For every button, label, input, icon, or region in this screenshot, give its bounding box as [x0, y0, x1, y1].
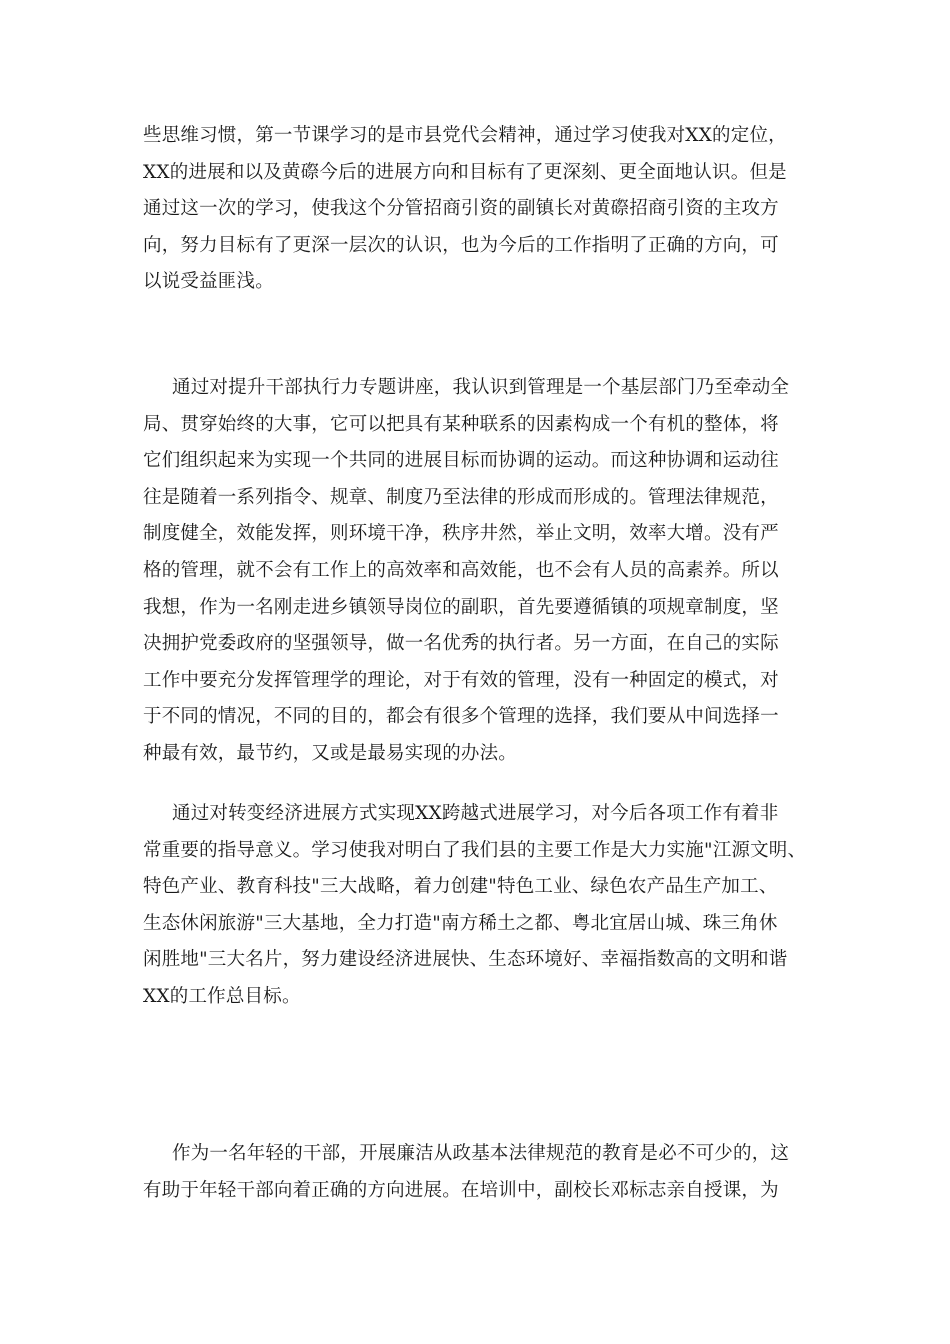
- text-line: 有助于年轻干部向着正确的方向进展。在培训中，副校长邓标志亲自授课，为: [143, 1179, 779, 1201]
- text-line: 局、贯穿始终的大事，它可以把具有某种联系的因素构成一个有机的整体，将: [143, 413, 779, 435]
- text-line: 我想，作为一名刚走进乡镇领导岗位的副职，首先要遵循镇的项规章制度，坚: [143, 596, 779, 618]
- text-line: 格的管理，就不会有工作上的高效率和高效能，也不会有人员的高素养。所以: [143, 559, 779, 581]
- text-line: 向，努力目标有了更深一层次的认识，也为今后的工作指明了正确的方向，可: [143, 234, 779, 256]
- text-line: 它们组织起来为实现一个共同的进展目标而协调的运动。而这种协调和运动往: [143, 450, 779, 472]
- text-line: 于不同的情况，不同的目的，都会有很多个管理的选择，我们要从中间选择一: [143, 706, 779, 728]
- paragraph-2: [143, 370, 823, 773]
- text-line: 特色产业、教育科技"三大战略，着力创建"特色工业、绿色农产品生产加工、: [143, 876, 778, 898]
- text-line: 些思维习惯，第一节课学习的是市县党代会精神，通过学习使我对XX的定位，: [143, 125, 787, 146]
- text-line: XX的进展和以及黄磜今后的进展方向和目标有了更深刻、更全面地认识。但是: [143, 161, 787, 183]
- paragraph-4: [143, 1136, 823, 1209]
- text-line: 往是随着一系列指令、规章、制度乃至法律的形成而形成的。管理法律规范，: [143, 486, 779, 508]
- paragraph-3: [143, 796, 823, 1016]
- text-line: 常重要的指导意义。学习使我对明白了我们县的主要工作是大力实施"江源文明、: [143, 839, 807, 861]
- text-line: 决拥护党委政府的坚强领导，做一名优秀的执行者。另一方面，在自己的实际: [143, 633, 779, 655]
- text-line: 生态休闲旅游"三大基地，全力打造"南方稀土之都、粤北宜居山城、珠三角休: [143, 912, 778, 934]
- paragraph-1: [143, 118, 823, 301]
- text-line: 工作中要充分发挥管理学的理论，对于有效的管理，没有一种固定的模式，对: [143, 669, 779, 691]
- text-line: 制度健全，效能发挥，则环境干净，秩序井然，举止文明，效率大增。没有严: [143, 523, 779, 545]
- text-line: 以说受益匪浅。: [143, 271, 274, 293]
- text-line: 作为一名年轻的干部，开展廉洁从政基本法律规范的教育是必不可少的，这: [172, 1143, 790, 1164]
- text-line: 种最有效，最节约，又或是最易实现的办法。: [143, 742, 518, 764]
- text-line: XX的工作总目标。: [143, 985, 301, 1007]
- text-line: 通过对转变经济进展方式实现XX跨越式进展学习，对今后各项工作有着非: [172, 803, 779, 824]
- text-line: 通过这一次的学习，使我这个分管招商引资的副镇长对黄磜招商引资的主攻方: [143, 198, 779, 220]
- text-line: 闲胜地"三大名片，努力建设经济进展快、生态环境好、幸福指数高的文明和谐: [143, 949, 788, 971]
- text-line: 通过对提升干部执行力专题讲座，我认识到管理是一个基层部门乃至牵动全: [172, 377, 790, 398]
